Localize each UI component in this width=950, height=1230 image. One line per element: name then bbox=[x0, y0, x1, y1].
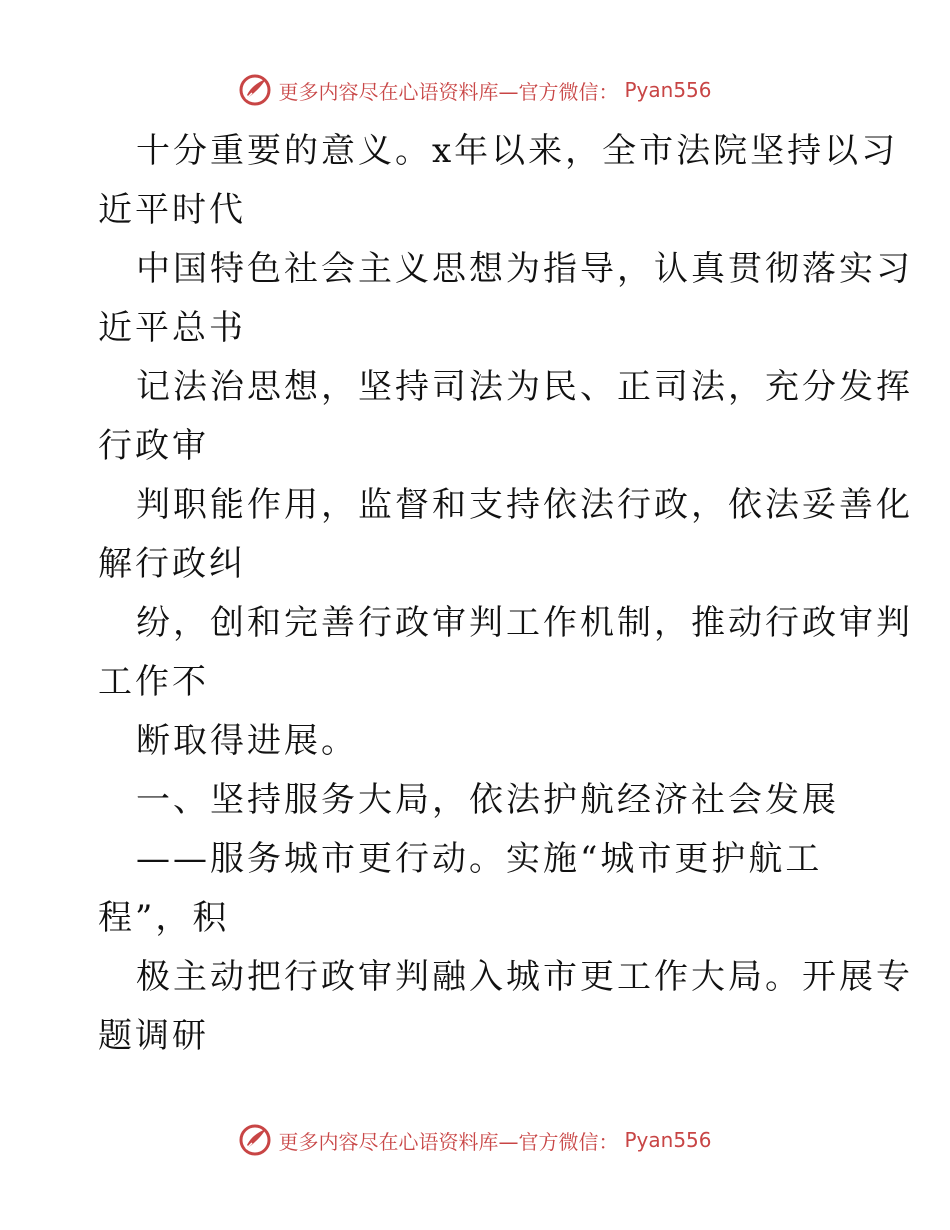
footer-watermark bbox=[0, 1120, 950, 1160]
text-line: 近平时代 bbox=[98, 190, 246, 230]
watermark-text: 更多内容尽在心语资料库—官方微信： bbox=[278, 79, 619, 104]
header-watermark bbox=[0, 70, 950, 110]
watermark-wechat-id: Pyan556 bbox=[624, 78, 712, 102]
text-line: 极主动把行政审判融入城市更工作大局。开展专 bbox=[136, 957, 913, 997]
text-line: 判职能作用，监督和支持依法行政，依法妥善化 bbox=[136, 485, 913, 525]
quill-seal-icon bbox=[238, 1123, 272, 1157]
text-line: 解行政纠 bbox=[98, 544, 246, 584]
text-line: 纷，创和完善行政审判工作机制，推动行政审判 bbox=[136, 603, 913, 643]
text-line: 记法治思想，坚持司法为民、正司法，充分发挥 bbox=[136, 367, 913, 407]
text-line: 一、坚持服务大局，依法护航经济社会发展 bbox=[136, 780, 839, 820]
text-line: 工作不 bbox=[98, 662, 209, 702]
text-line: 近平总书 bbox=[98, 308, 246, 348]
document-body bbox=[98, 122, 913, 1066]
watermark-wechat-id: Pyan556 bbox=[624, 1128, 712, 1152]
text-line: 题调研 bbox=[98, 1016, 209, 1056]
text-line: 中国特色社会主义思想为指导，认真贯彻落实习 bbox=[136, 249, 913, 289]
text-line: ——服务城市更行动。实施“城市更护航工 bbox=[136, 839, 823, 879]
watermark-text: 更多内容尽在心语资料库—官方微信： bbox=[278, 1129, 619, 1154]
text-line: 行政审 bbox=[98, 426, 209, 466]
text-line: 程”，积 bbox=[98, 898, 230, 938]
text-line: 十分重要的意义。x年以来，全市法院坚持以习 bbox=[136, 131, 899, 171]
quill-seal-icon bbox=[238, 73, 272, 107]
text-line: 断取得进展。 bbox=[136, 721, 358, 761]
